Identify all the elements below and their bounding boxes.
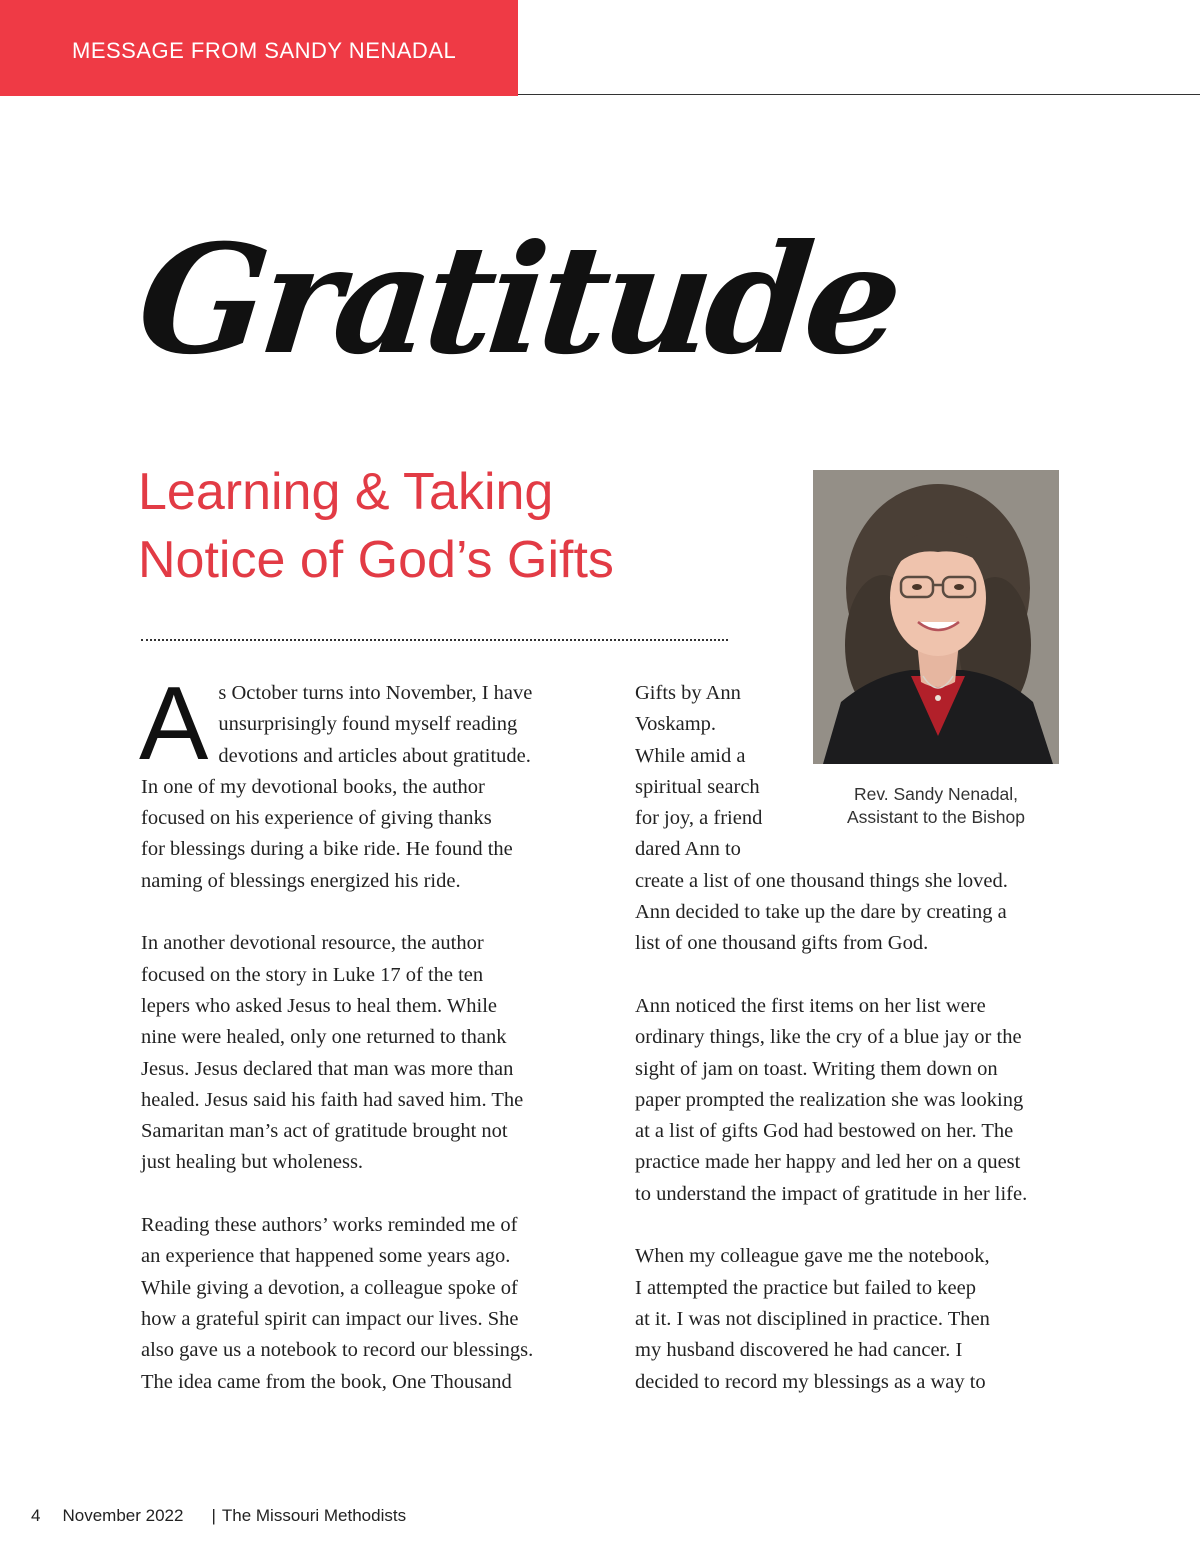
- text-line: focused on his experience of giving thanks: [141, 807, 492, 830]
- text-line: Samaritan man’s act of gratitude brought not: [141, 1120, 508, 1143]
- article-column-2: [635, 678, 1075, 1398]
- paragraph-gap: [635, 960, 1075, 991]
- page-footer: [31, 1506, 406, 1526]
- text-line: devotions and articles about gratitude.: [218, 744, 531, 767]
- subtitle-line-1: Learning & Taking: [138, 463, 554, 521]
- text-line: healed. Jesus said his faith had saved him. The: [141, 1088, 524, 1111]
- text-line: Voskamp.: [635, 713, 717, 736]
- section-label: MESSAGE FROM SANDY NENADAL: [72, 38, 457, 63]
- text-line: While amid a: [635, 744, 746, 767]
- subtitle: [138, 458, 778, 594]
- subtitle-line-2: Notice of God’s Gifts: [138, 531, 614, 589]
- page-title: Gratitude: [130, 212, 905, 388]
- text-line: for blessings during a bike ride. He found the: [141, 838, 513, 861]
- dotted-divider: [141, 639, 728, 641]
- text-line: In one of my devotional books, the author: [141, 775, 485, 798]
- text-line: Ann decided to take up the dare by creating a: [635, 901, 1007, 924]
- text-line: just healing but wholeness.: [141, 1151, 364, 1174]
- caption-name: Rev. Sandy Nenadal,: [853, 784, 1019, 804]
- text-line: unsurprisingly found myself reading: [218, 713, 518, 736]
- text-line: In another devotional resource, the author: [141, 932, 484, 955]
- text-line: paper prompted the realization she was looking: [635, 1088, 1024, 1111]
- paragraph-gap: [635, 1210, 1075, 1241]
- text-line: naming of blessings energized his ride.: [141, 869, 461, 892]
- footer-separator: |: [211, 1506, 216, 1525]
- paragraph-gap: [141, 897, 581, 928]
- text-line: Gifts by Ann: [635, 682, 741, 704]
- article-column-1: [139, 666, 581, 1398]
- text-line: ordinary things, like the cry of a blue jay or the: [635, 1026, 1022, 1049]
- text-line: an experience that happened some years ago.: [141, 1245, 511, 1268]
- text-line: spiritual search: [635, 775, 760, 798]
- text-line: at it. I was not disciplined in practice. Then: [635, 1307, 990, 1330]
- paragraph-gap: [141, 1179, 581, 1210]
- text-line: Reading these authors’ works reminded me of: [141, 1214, 518, 1237]
- issue-date: November 2022: [62, 1506, 184, 1525]
- text-line: also gave us a notebook to record our blessings.: [141, 1339, 534, 1362]
- text-line: I attempted the practice but failed to keep: [635, 1276, 976, 1299]
- text-line: decided to record my blessings as a way to: [635, 1370, 986, 1393]
- text-line: Jesus. Jesus declared that man was more than: [141, 1057, 514, 1080]
- text-line: at a list of gifts God had bestowed on her. The: [635, 1120, 1014, 1143]
- page-number: 4: [31, 1506, 41, 1525]
- text-line: While giving a devotion, a colleague spoke of: [141, 1276, 518, 1299]
- caption-role: Assistant to the Bishop: [846, 807, 1026, 827]
- text-line: The idea came from the book, One Thousand: [141, 1370, 512, 1393]
- drop-cap: A: [139, 666, 209, 782]
- header-divider: [518, 94, 1200, 95]
- text-line: dared Ann to: [635, 838, 741, 861]
- text-line: for joy, a friend: [635, 807, 763, 830]
- text-line: my husband discovered he had cancer. I: [635, 1339, 963, 1362]
- text-line: create a list of one thousand things she loved.: [635, 869, 1008, 892]
- text-line: focused on the story in Luke 17 of the ten: [141, 963, 484, 986]
- text-line: list of one thousand gifts from God.: [635, 932, 929, 955]
- text-line: lepers who asked Jesus to heal them. While: [141, 994, 498, 1017]
- text-line: s October turns into November, I have: [218, 682, 533, 704]
- text-line: When my colleague gave me the notebook,: [635, 1245, 990, 1268]
- text-line: practice made her happy and led her on a quest: [635, 1151, 1021, 1174]
- text-line: how a grateful spirit can impact our lives. She: [141, 1307, 519, 1330]
- text-line: nine were healed, only one returned to thank: [141, 1026, 507, 1049]
- text-line: sight of jam on toast. Writing them down on: [635, 1057, 998, 1080]
- text-line: Ann noticed the first items on her list were: [635, 994, 986, 1017]
- text-line: to understand the impact of gratitude in her life.: [635, 1182, 1028, 1205]
- publication-name: The Missouri Methodists: [221, 1506, 407, 1525]
